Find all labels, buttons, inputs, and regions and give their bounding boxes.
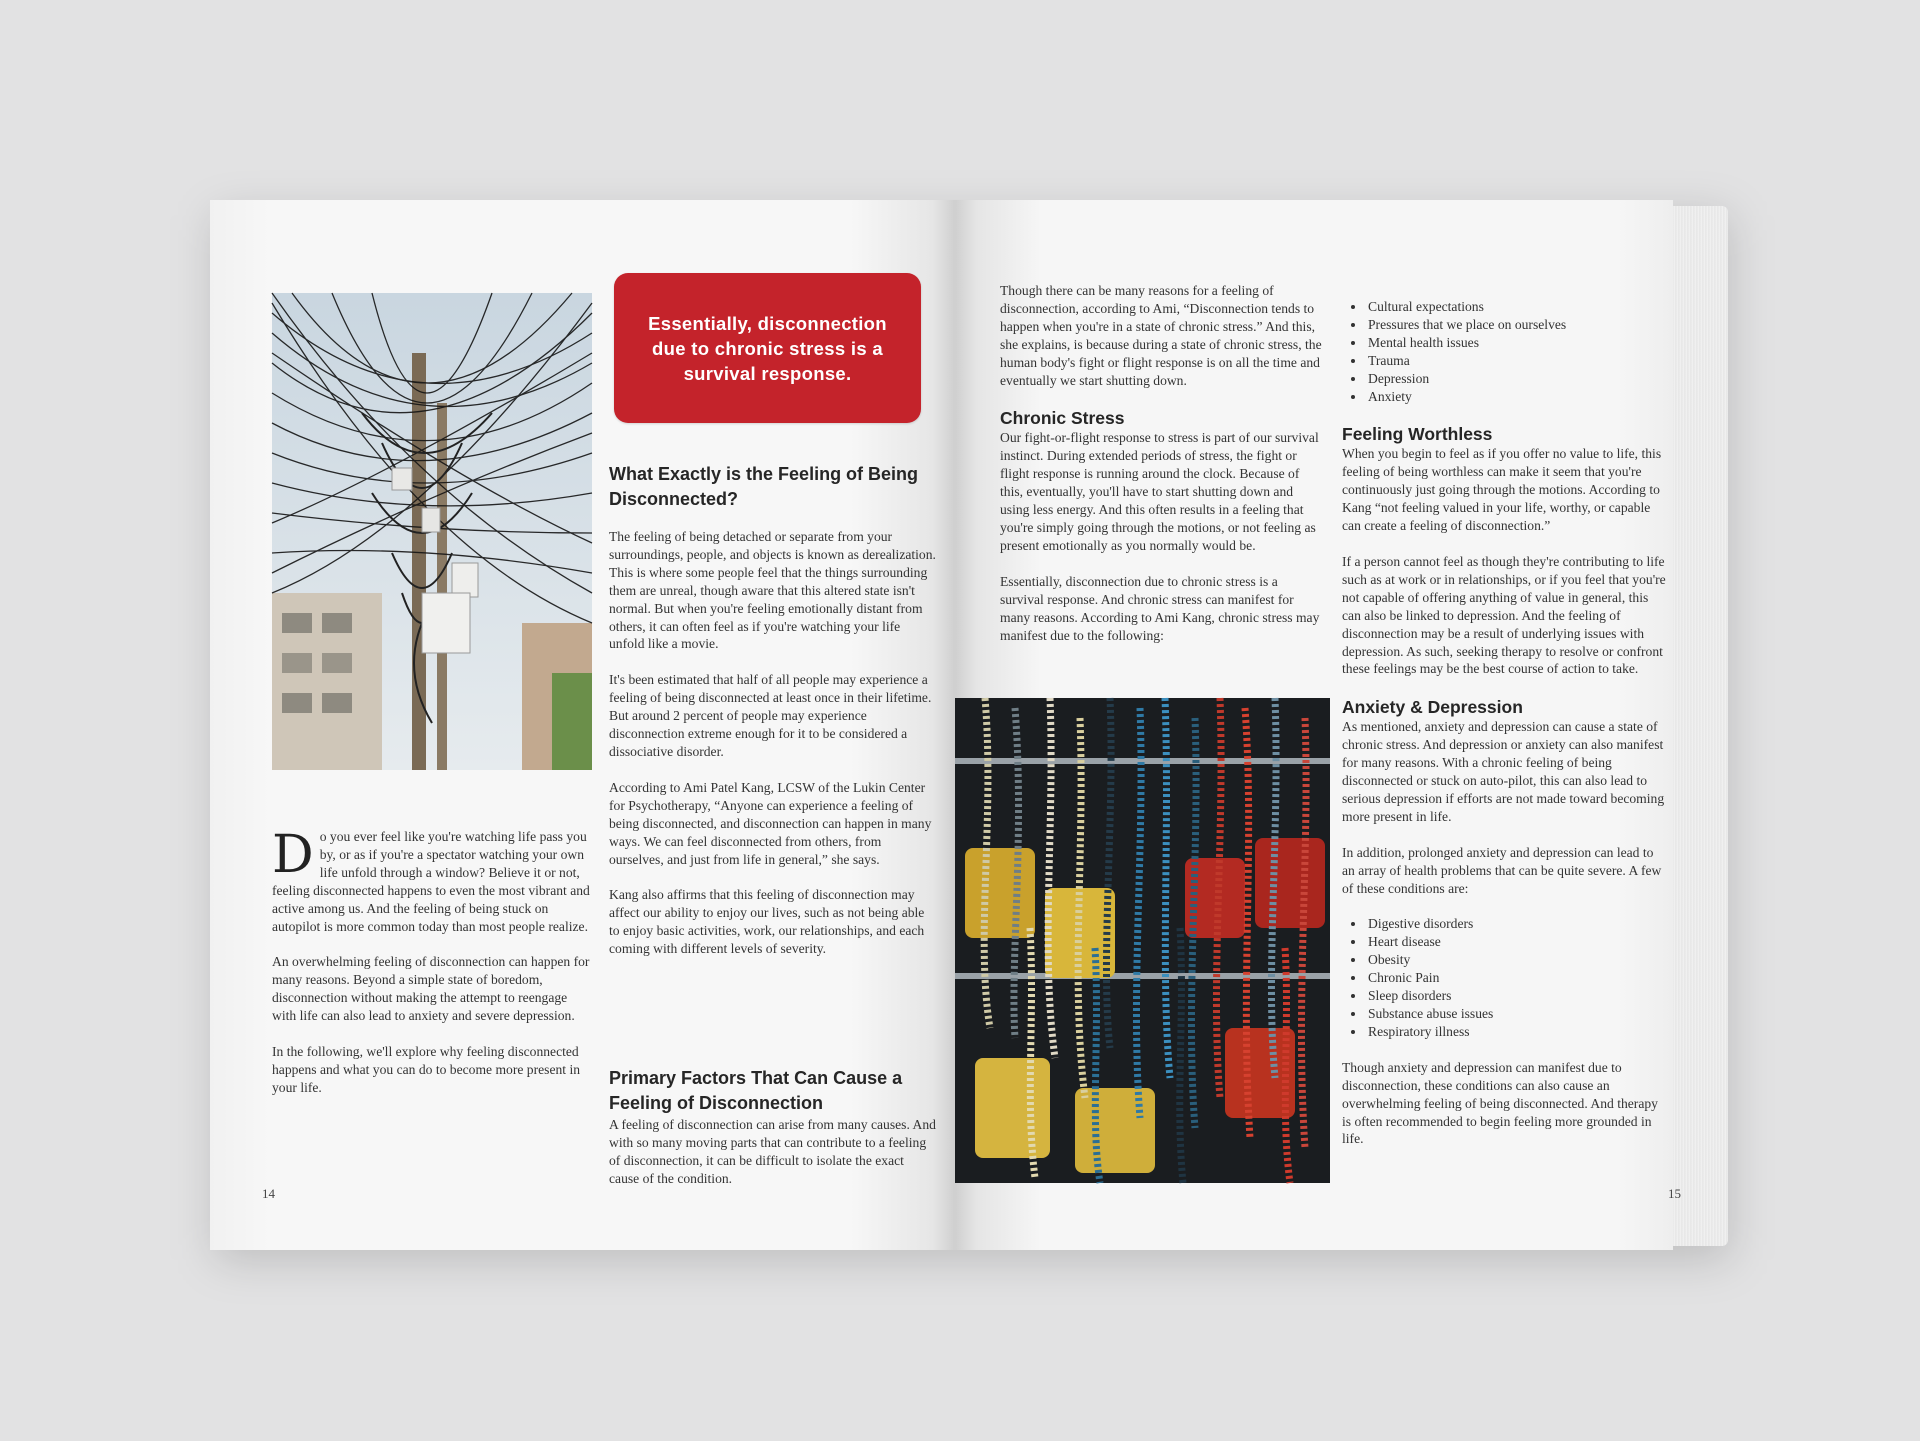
right-col2-p3: As mentioned, anxiety and depression can cause a state of chronic stress. And depression or anxiety can also manifest for many reasons. With a chronic feeling of being disconnected or stuck on auto-pilot, this can also lead to serious depression if efforts are not made toward becoming more present in life. — [1342, 719, 1665, 824]
pull-quote-callout — [614, 273, 921, 423]
list-item: • Depression — [1366, 370, 1667, 388]
right-col2-p2: If a person cannot feel as though they're contributing to life such as at work or in relationships, or if you feel that you're not capable of offering anything of value in general, this can also be linked to depression. And the feeling of disconnection may be a result of underlying issues with depression. As such, seeking therapy to resolve or confront these feelings may be the best course of action to take. — [1342, 553, 1666, 677]
right-column-2 — [1342, 298, 1667, 1166]
page-number-right: 15 — [1668, 1186, 1681, 1201]
list-item: • Obesity — [1366, 951, 1667, 969]
list-item: • Respiratory illness — [1366, 1023, 1667, 1041]
intro-p3: In the following, we'll explore why feeling disconnected happens and what you can do to become more present in your life. — [272, 1044, 581, 1095]
section-heading-feeling-worthless: Feeling Worthless — [1342, 424, 1493, 445]
drop-cap: D — [272, 825, 314, 885]
section1-p3: According to Ami Patel Kang, LCSW of the Lukin Center for Psychotherapy, “Anyone can experience a feeling of being disconnected, and disconnection can happen in many ways. We can feel disconnected from others, from ourselves, and just from life in general,” she says. — [609, 779, 932, 867]
list-item: • Pressures that we place on ourselves — [1366, 316, 1667, 334]
intro-p1: o you ever feel like you're watching life pass you by, or as if you're a spectator watching your own life unfold through a window? Believe it or not, feeling disconnected happens to even the most vibrant and active among us. And the feeling of being stuck on autopilot is more common today than most people realize. — [272, 829, 590, 934]
chronic-stress-causes-list — [1342, 298, 1667, 405]
section-heading-anxiety-depression: Anxiety & Depression — [1342, 697, 1523, 718]
left-page — [210, 200, 955, 1250]
section-heading-disconnected: What Exactly is the Feeling of Being Disconnected? — [609, 464, 919, 509]
intro-column — [272, 825, 592, 1115]
pull-quote-text: Essentially, disconnection due to chronic stress is a survival response. — [648, 312, 887, 384]
list-item: • Anxiety — [1366, 388, 1667, 406]
right-col2-p4: In addition, prolonged anxiety and depression can lead to an array of health problems that can be quite severe. A few of these conditions are: — [1342, 844, 1662, 896]
page-edges — [1673, 206, 1728, 1246]
right-col2-p1: When you begin to feel as if you offer no value to life, this feeling of being worthless can make it seem that you're continuously just going through the motions. According to Kang “not feeling valued in your life, worthy, or capable can create a feeling of disconnection.” — [1342, 446, 1662, 534]
intro-p2: An overwhelming feeling of disconnection can happen for many reasons. Beyond a simple state of boredom, disconnection without making the attempt to reengage with life can also lead to anxiety and severe depression. — [272, 954, 590, 1024]
right-column-1 — [1000, 282, 1322, 662]
list-item: • Digestive disorders — [1366, 915, 1667, 933]
primary-factors-block — [609, 1066, 937, 1206]
right-col1-p1: Though there can be many reasons for a feeling of disconnection, according to Ami, “Disconnection tends to happen when you're in a state of chronic stress.” And this, she explains, is because during a state of chronic stress, the human body's fight or flight response is on all the time and eventually we start shutting down. — [1000, 283, 1322, 388]
section-heading-primary-factors: Primary Factors That Can Cause a Feeling of Disconnection — [609, 1068, 903, 1113]
coiled-telephone-cords-photo — [955, 698, 1330, 1183]
list-item: • Trauma — [1366, 352, 1667, 370]
section1-p2: It's been estimated that half of all people may experience a feeling of being disconnected at least once in their lifetime. But around 2 percent of people may experience disconnection extreme enough for it to be considered a dissociative disorder. — [609, 672, 932, 759]
tangled-power-lines-photo — [272, 293, 592, 770]
list-item: • Mental health issues — [1366, 334, 1667, 352]
section-heading-chronic-stress: Chronic Stress — [1000, 408, 1125, 429]
right-col1-p2: Our fight-or-flight response to stress is part of our survival instinct. During extended periods of stress, the fight or flight response is running around the clock. Because of this, eventually, you'll have to start shutting down and using less energy. And this often results in a feeling that you're simply going through the motions, or not feeling as present emotionally as you normally would be. — [1000, 430, 1319, 553]
right-col1-p3: Essentially, disconnection due to chronic stress is a survival response. And chronic stress can manifest for many reasons. According to Ami Kang, chronic stress may manifest due to the following: — [1000, 573, 1320, 643]
right-page — [955, 200, 1681, 1250]
list-item: • Sleep disorders — [1366, 987, 1667, 1005]
intro-paragraph — [272, 825, 592, 935]
list-item: • Chronic Pain — [1366, 969, 1667, 987]
right-col2-p5: Though anxiety and depression can manifest due to disconnection, these conditions can also cause an overwhelming feeling of being disconnected. And therapy is often recommended to begin feeling more grounded in life. — [1342, 1059, 1658, 1147]
section1-p1: The feeling of being detached or separate from your surroundings, people, and objects is known as derealization. This is where some people feel that the things surrounding them are unreal, though aware that this altered state isn't normal. But when you're feeling emotionally distant from others, it can often feel as if you're watching your life unfold like a movie. — [609, 529, 936, 652]
section1-p4: Kang also affirms that this feeling of disconnection may affect our ability to enjoy our lives, such as not being able to enjoy basic activities, work, our relationships, and each coming with different levels of severity. — [609, 887, 925, 957]
section2-p1: A feeling of disconnection can arise from many causes. And with so many moving parts that can contribute to a feeling of disconnection, it can be difficult to isolate the exact cause of the condition. — [609, 1117, 936, 1186]
page-number-left: 14 — [262, 1186, 275, 1201]
article-column-left — [609, 462, 937, 976]
list-item: • Cultural expectations — [1366, 298, 1667, 316]
list-item: • Heart disease — [1366, 933, 1667, 951]
list-item: • Substance abuse issues — [1366, 1005, 1667, 1023]
health-problems-list — [1342, 915, 1667, 1040]
